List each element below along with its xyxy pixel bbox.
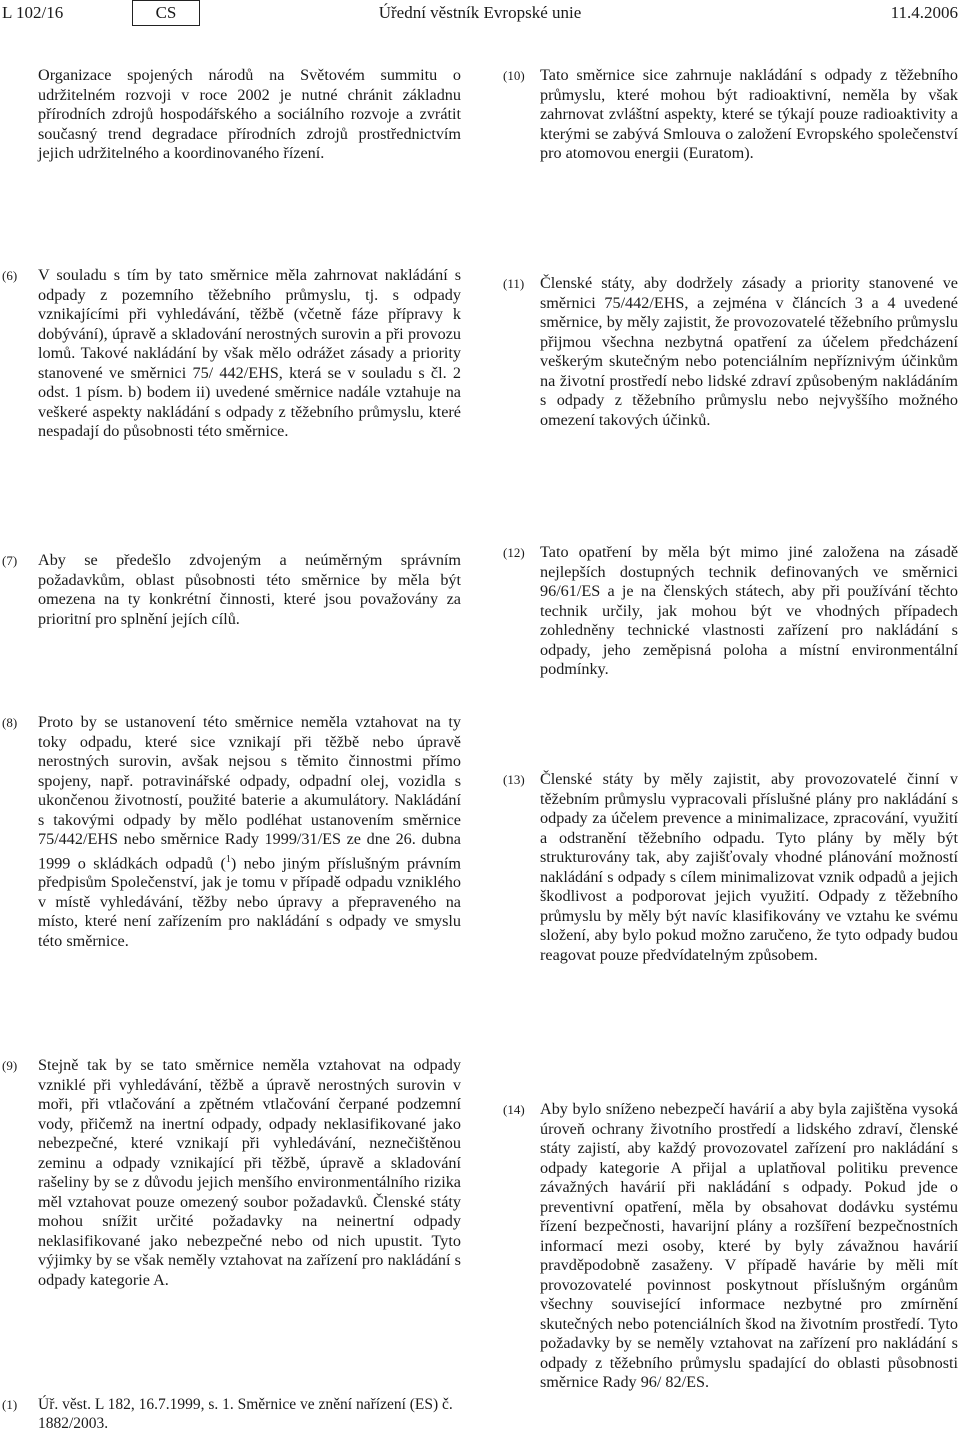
recital-text: Aby bylo sníženo nebezpečí havárií a aby byla zajištěna vysoká úroveň ochrany životního prostředí a lidského zdraví, členské státy zajistí, aby každý provozovatel zařízení pro nakládání s odpady kategorie A přijal a uplatňoval politiku prevence závažných havárií při nakládání s odpady. Pokud jde o preventivní opatření, měla by obsahovat dodávku systému řízení bezpečnosti, havarijní plány a rozšíření bezpečnostních informací mezi osoby, které by byly závažnou havárií pravděpodobně zasaženy. V případě havárie by měli mít provozovatelé povinnost poskytnout příslušným orgánům všechny související informace nezbytné pro zmírnění skutečných nebo potenciálních škod na životním prostředí. Tyto požadavky by se neměly vztahovat na zařízení pro nakládání s odpady z těžebního průmyslu spadající do oblasti působnosti směrnice Rady 96/ 82/ES. (540, 1100, 958, 1391)
recital-number: (14) (503, 1102, 525, 1117)
recital-text: Organizace spojených národů na Světovém summitu o udržitelném rozvoji v roce 2002 je nutné chránit základnu přírodních zdrojů hospodářského a sociálního rozvoje a zvrátit současný trend degradace přírodních zdrojů prostřednictvím jejich udržitelného a koordinovaného řízení. (38, 66, 461, 162)
page-header (0, 0, 960, 30)
recital-number: (11) (503, 276, 525, 291)
recital-text: Členské státy, aby dodržely zásady a priority stanovené ve směrnici 75/442/EHS, a zejména v článcích 3 a 4 uvedené směrnice, by měly zajistit, že provozovatelé těžebního průmyslu přijmou všechna nezbytná opatření za účelem předcházení veškerým skutečným nebo potenciálním nepříznivým účinkům na životní prostředí nebo lidské zdraví způsobeným nakládáním s odpady z těžebního průmyslu nebo nejvyššího možného omezení takových účinků. (540, 274, 958, 429)
recital-text-part: ) nebo jiným příslušným právním předpisům Společenství, jak je tomu v případě odpadu vzniklého v místě vyhledávání, těžby nebo úpravy a přepraveného na místo, které není zařízením pro nakládání s odpady ve smyslu této směrnice. (38, 853, 461, 950)
recital-text-part: Proto by se ustanovení této směrnice neměla vztahovat na ty toky odpadu, které sice vznikají při těžbě nebo úpravě nerostných surovin, avšak nejsou s těmito činnostmi přímo spojeny, např. potravinářské odpady, odpadní olej, vozidla s ukončenou životností, použité baterie a akumulátory. Nakládání s takovými odpady by mělo podléhat ustanovením směrnice 75/442/EHS nebo směrnice Rady 1999/31/ES ze dne 26. dubna 1999 o skládkách odpadů ( (38, 713, 461, 872)
recital-text: Aby se předešlo zdvojeným a neúměrným správním požadavkům, oblast působnosti této směrnice by měla být omezena na ty konkrétní činnosti, které jsou považovány za prioritní pro splnění jejích cílů. (38, 551, 461, 628)
publication-date: 11.4.2006 (890, 3, 958, 22)
recital-text: V souladu s tím by tato směrnice měla zahrnovat nakládání s odpady z pozemního těžebního průmyslu, tj. s odpady vznikajícími při vyhledávání, těžbě (včetně fáze přípravy k dobývání), úpravě a skladování nerostných surovin a při provozu lomů. Takové nakládání by však mělo odrážet zásady a priority stanovené ve směrnici 75/ 442/EHS, která se v souladu s čl. 2 odst. 1 písm. b) bodem ii) uvedené směrnice nadále vztahuje na veškeré aspekty nakládání s odpady z těžebního průmyslu, které nespadají do působnosti této směrnice. (38, 266, 461, 440)
recital-text (38, 713, 461, 951)
page-reference: L 102/16 (2, 3, 64, 22)
recital-number: (10) (503, 68, 525, 83)
recital-number: (13) (503, 772, 525, 787)
recital-number: (12) (503, 545, 525, 560)
recital-text: Stejně tak by se tato směrnice neměla vztahovat na odpady vzniklé při vyhledávání, těžbě a úpravě nerostných surovin v moři, při vtlačování a zpětném vtlačování čerpané podzemní vody, přičemž na inertní odpady, odpady neklasifikované jako nebezpečné, které vznikají při vyhledávání, neznečištěnou zeminu a odpady vznikající při těžbě, úpravě a skladování rašeliny by se z důvodu jejich menšího environmentálního rizika měl vztahovat pouze omezený soubor požadavků. Členské státy mohou snížit určité požadavky na neinertní odpady neklasifikované jako nebezpečné nebo od nich upustit. Tyto výjimky by se však neměly vztahovat na zařízení pro nakládání s odpady kategorie A. (38, 1056, 461, 1289)
recital-number: (6) (2, 268, 18, 283)
recital-text: Členské státy by měly zajistit, aby provozovatelé činní v těžebním průmyslu vypracovali příslušné plány pro nakládání s odpady za účelem prevence a minimalizace, zpracování, využití a odstranění těžebního odpadu. Tyto plány by měly být strukturovány tak, aby zajišťovaly vhodné plánování možností nakládání s odpady s cílem minimalizovat vznik odpadů a jejich škodlivost a podporovat jejich využití. Odpady z těžebního průmyslu by měly být navíc klasifikovány ve vztahu ke svému složení, aby bylo pokud možno zaručeno, že tyto odpady budou reagovat pouze předvídatelným způsobem. (540, 770, 958, 964)
recital-number: (9) (2, 1058, 18, 1073)
recital-text: Tato směrnice sice zahrnuje nakládání s odpady z těžebního průmyslu, které mohou být radioaktivní, neměla by však zahrnovat zvláštní aspekty, které se týkají pouze radioaktivity a kterými se zabývá Smlouva o založení Evropského společenství pro atomovou energii (Euratom). (540, 66, 958, 162)
journal-title: Úřední věstník Evropské unie (378, 3, 582, 22)
recital-number: (8) (2, 715, 18, 730)
recital-5-continuation (38, 66, 461, 164)
footnote-marker: (1) (2, 1397, 18, 1412)
recital-number: (7) (2, 553, 18, 568)
language-code-box: CS (132, 0, 200, 26)
footnote-reference: 1 (225, 853, 231, 865)
recital-text: Tato opatření by měla být mimo jiné založena na zásadě nejlepších dostupných technik definovaných ve směrnici 96/61/ES a je na členských státech, aby při používání těchto technik určily, jak mohou být ve vhodných případech zohledněny technické vlastnosti zařízení pro nakládání s odpady, jeho zeměpisná poloha a místní environmentální podmínky. (540, 543, 958, 678)
footnote-text: Úř. věst. L 182, 16.7.1999, s. 1. Směrnice ve znění nařízení (ES) č. 1882/2003. (38, 1396, 453, 1432)
